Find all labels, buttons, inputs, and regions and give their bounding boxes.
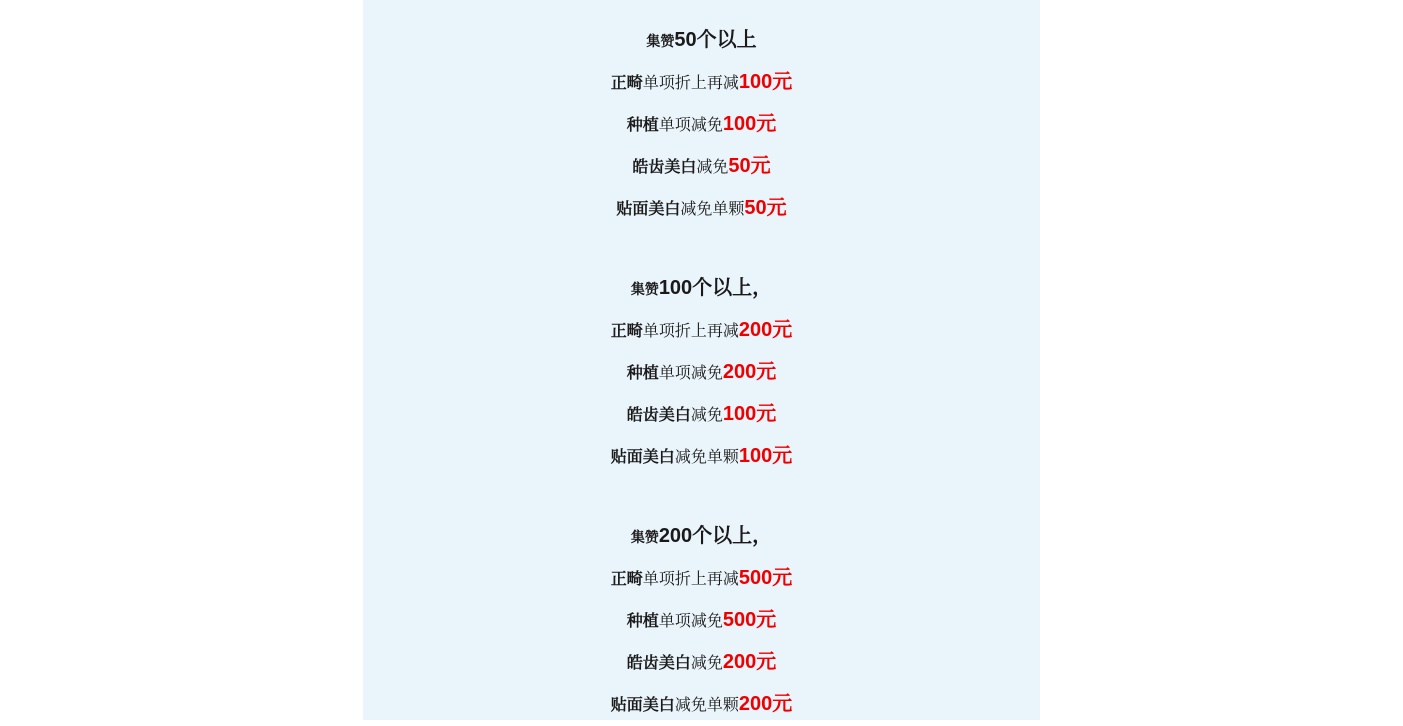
service-detail: 减免 [690,655,723,672]
discount-amount: 200元 [722,361,777,383]
discount-amount: 50元 [744,197,787,219]
service-name: 种植 [626,613,659,630]
tier-header [363,268,1040,310]
service-name: 种植 [626,117,659,134]
service-name: 贴面美白 [616,201,681,218]
promo-line [363,310,1040,352]
tier-header [363,516,1040,558]
service-detail: 减免单颗 [674,697,739,714]
promo-article-panel [363,0,1040,720]
service-detail: 单项减免 [658,365,723,382]
service-name: 皓齿美白 [632,159,697,176]
promo-tier-block [363,516,1040,726]
promo-line [363,394,1040,436]
tier-header-threshold: 100个以上， [658,277,773,299]
promo-line [363,146,1040,188]
promo-line [363,436,1040,478]
tier-header-threshold: 200个以上， [658,525,773,547]
discount-amount: 500元 [722,609,777,631]
promo-tier-block [363,20,1040,230]
discount-amount: 100元 [722,113,777,135]
discount-amount: 50元 [728,155,771,177]
tier-header-prefix: 集赞 [630,281,659,297]
discount-amount: 200元 [738,319,793,341]
promo-line [363,62,1040,104]
service-detail: 单项折上再减 [642,75,739,92]
discount-amount: 100元 [738,445,793,467]
service-name: 贴面美白 [610,449,675,466]
promo-line [363,600,1040,642]
service-detail: 减免单颗 [680,201,745,218]
discount-amount: 100元 [738,71,793,93]
service-name: 正畸 [610,75,643,92]
promo-line [363,642,1040,684]
service-detail: 单项折上再减 [642,571,739,588]
service-detail: 单项减免 [658,613,723,630]
discount-amount: 100元 [722,403,777,425]
discount-amount: 500元 [738,567,793,589]
tier-header-threshold: 50个以上 [674,29,757,51]
service-detail: 减免单颗 [674,449,739,466]
service-detail: 减免 [696,159,729,176]
discount-amount: 200元 [738,693,793,715]
promo-line [363,188,1040,230]
service-name: 正畸 [610,323,643,340]
discount-amount: 200元 [722,651,777,673]
service-detail: 单项减免 [658,117,723,134]
service-detail: 减免 [690,407,723,424]
tier-header-prefix: 集赞 [630,529,659,545]
service-name: 贴面美白 [610,697,675,714]
tier-header [363,20,1040,62]
service-name: 皓齿美白 [626,407,691,424]
tier-header-prefix: 集赞 [646,33,675,49]
service-name: 种植 [626,365,659,382]
promo-line [363,104,1040,146]
service-name: 皓齿美白 [626,655,691,672]
promo-tier-block [363,268,1040,478]
promo-line [363,558,1040,600]
promo-line [363,352,1040,394]
service-detail: 单项折上再减 [642,323,739,340]
service-name: 正畸 [610,571,643,588]
